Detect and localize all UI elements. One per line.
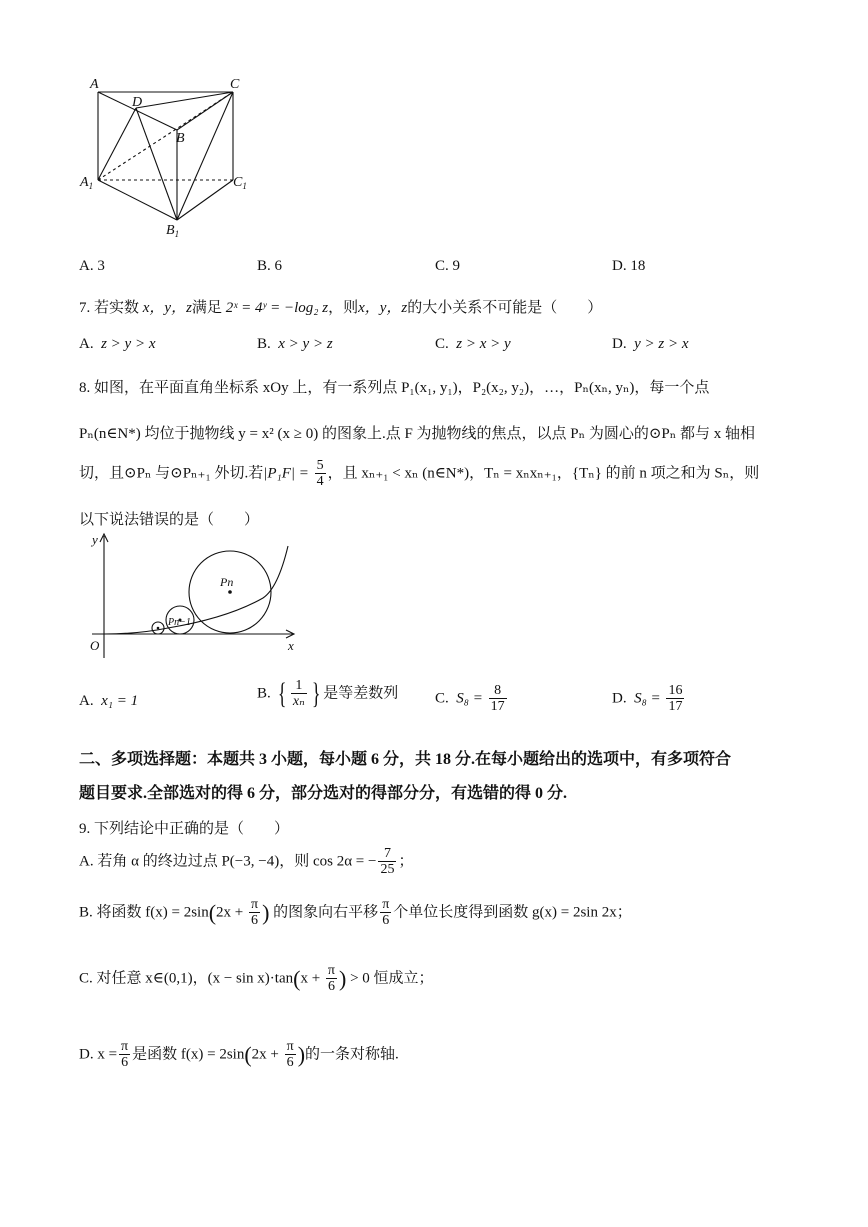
q8-line-2: Pₙ(n∈N*) 均位于抛物线 y = x² (x ≥ 0) 的图象上.点 F 为抛物线的焦点，以点 Pₙ 为圆心的⊙Pₙ 都与 x 轴相 <box>79 426 756 442</box>
q7-option-b[interactable]: B. x > y > z <box>257 336 333 352</box>
q6-option-a[interactable]: A. 3 <box>79 258 105 274</box>
graph-x-label: x <box>288 638 294 653</box>
q7-option-c[interactable]: C. z > x > y <box>435 336 511 352</box>
q8-line-4: 以下说法错误的是（ ） <box>79 512 260 528</box>
q6-option-c[interactable]: C. 9 <box>435 258 461 274</box>
q9-option-a[interactable]: A. 若角 α 的终边过点 P(−3, −4)，则 cos 2α = − $\frac{7}{25}$ ； <box>79 846 414 878</box>
q8-option-a[interactable]: A. x₁ = 1 <box>79 693 139 709</box>
q9-stem: 9. 下列结论中正确的是（ ） <box>79 821 290 837</box>
q8-line-3: 切，且⊙Pₙ 与⊙Pₙ₊₁ 外切.若|P₁F| = $\frac{5}{4}$ ，且 xₙ₊₁ < xₙ (n∈N*)，Tₙ = xₙxₙ₊₁，{Tₙ} 的前 n 项之和为 Sₙ，则 <box>79 458 760 490</box>
q9-option-b[interactable]: B. 将函数 f(x) = 2sin(2x + $\frac{\pi}{6}$ ) 的图象向右平移 $\frac{\pi}{6}$ 个单位长度得到函数 g(x) = 2sin 2x； <box>79 897 632 929</box>
label-a: A <box>90 77 99 92</box>
label-a1: $A_1$ <box>80 175 94 191</box>
label-c1: $C_1$ <box>233 175 247 191</box>
q8-option-d[interactable]: D. S₈ = $\frac{16}{17}$ <box>612 683 683 715</box>
label-c: C <box>230 77 240 92</box>
q8-option-c[interactable]: C. S₈ = $\frac{8}{17}$ <box>435 683 505 715</box>
label-b: B <box>176 131 185 146</box>
q6-option-d[interactable]: D. 18 <box>612 258 646 274</box>
q9-option-c[interactable]: C. 对任意 x∈(0,1)，(x − sin x)·tan(x + $\frac{\pi}{6}$ ) > 0 恒成立； <box>79 963 434 995</box>
q8-line-1: 8. 如图，在平面直角坐标系 xOy 上，有一系列点 P₁(x₁, y₁)，P₂(x₂, y₂)，…，Pₙ(xₙ, yₙ)，每一个点 <box>79 380 710 396</box>
graph-pn-label: Pn <box>220 575 234 589</box>
q8-option-b[interactable]: B. { $\frac{1}{\text{xₙ}}$ } 是等差数列 <box>257 676 399 710</box>
q7-stem: 7. 若实数 x，y，z满足 2ˣ = 4ʸ = −log₂ z，则x，y，z的大小关系不可能是（ ） <box>79 300 603 316</box>
section-2-heading-line-2: 题目要求.全部选对的得 6 分，部分选对的得部分分，有选错的得 0 分. <box>79 785 568 802</box>
q7-option-d[interactable]: D. y > z > x <box>612 336 689 352</box>
q9-option-d[interactable]: D. x = $\frac{\pi}{6}$ 是函数 f(x) = 2sin(2x + $\frac{\pi}{6}$ )的一条对称轴. <box>79 1039 399 1071</box>
label-d: D <box>132 95 143 110</box>
graph-y-label: y <box>92 532 98 547</box>
q6-option-b[interactable]: B. 6 <box>257 258 283 274</box>
section-2-heading-line-1: 二、多项选择题：本题共 3 小题，每小题 6 分，共 18 分.在每小题给出的选项中，有多项符合 <box>79 751 732 768</box>
q7-option-a[interactable]: A. z > y > x <box>79 336 156 352</box>
graph-pn1-label: Pn−1 <box>168 617 191 628</box>
label-b1: $B_1$ <box>166 223 180 239</box>
parabola-circles-graph <box>78 528 308 658</box>
graph-origin-label: O <box>90 638 100 653</box>
prism-figure <box>70 70 270 245</box>
